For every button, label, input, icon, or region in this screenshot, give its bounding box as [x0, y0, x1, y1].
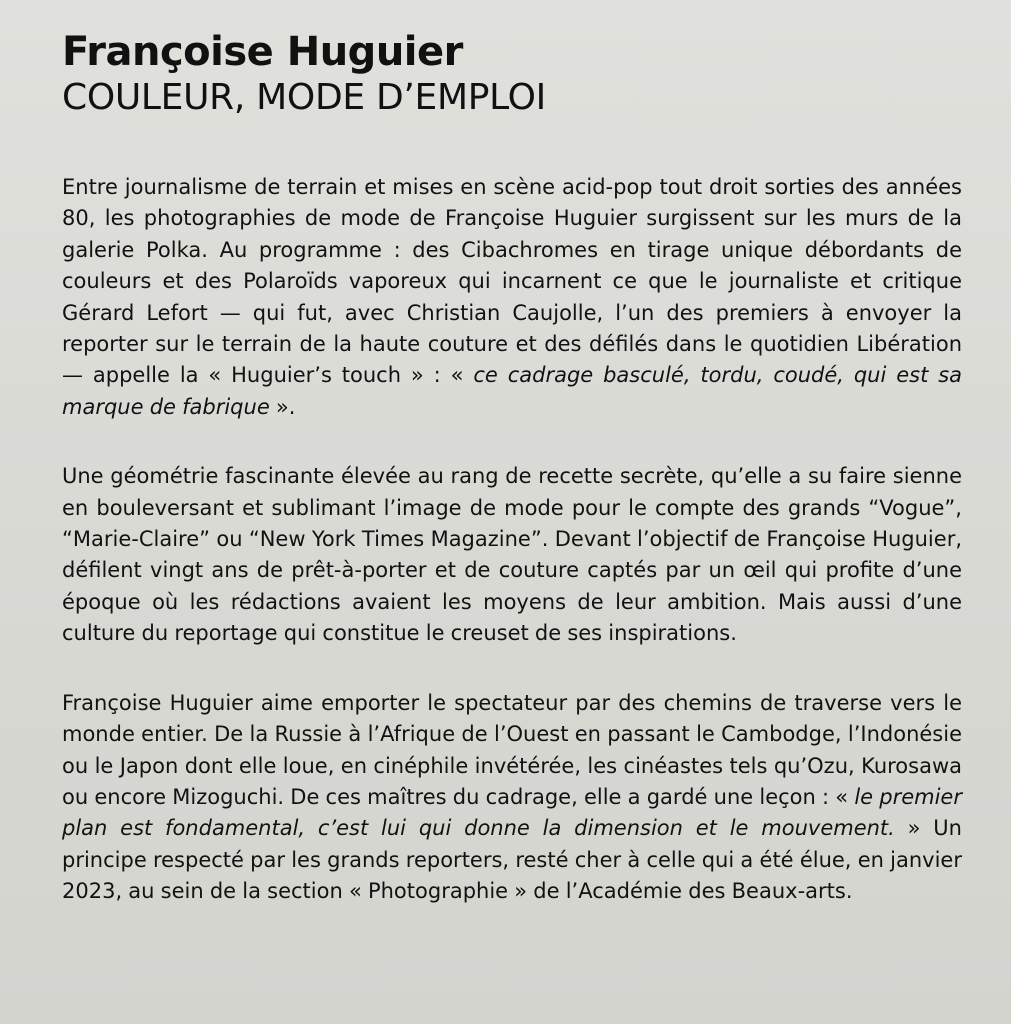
paragraph-1-quote: ce cadrage basculé, tordu, coudé, qui est sa marque de fabrique — [62, 363, 962, 419]
exhibition-title: COULEUR, MODE D’EMPLOI — [62, 77, 546, 118]
artist-name: Françoise Huguier — [62, 29, 463, 75]
panel-text — [62, 172, 962, 908]
paragraph-1-text: Entre journalisme de terrain et mises en scène acid-pop tout droit sorties des années 80, les photographies de mode de Françoise Huguier surgissent sur les murs de la galerie Polka. Au programme : des Cibachromes en tirage unique débordants de couleurs et des Polaroïds vaporeux qui incarnent ce que le journaliste et critique Gérard Lefort — qui fut, avec Christian Caujolle, l’un des premiers à envoyer la reporter sur le terrain de la haute couture et des défilés dans le quotidien Libération — appelle la « Huguier’s touch » : « — [62, 175, 962, 388]
paragraph-3-text: Françoise Huguier aime emporter le spectateur par des chemins de traverse vers le monde entier. De la Russie à l’Afrique de l’Ouest en passant le Cambodge, l’Indonésie ou le Japon dont elle loue, en cinéphile invétérée, les cinéastes tels qu’Ozu, Kurosawa ou encore Mizoguchi. De ces maîtres du cadrage, elle a gardé une leçon : « — [62, 690, 962, 809]
paragraph-1-end: ». — [269, 394, 296, 419]
paragraph-3 — [62, 688, 962, 908]
paragraph-1 — [62, 172, 962, 423]
paragraph-2: Une géométrie fascinante élevée au rang de recette secrète, qu’elle a su faire sienne en bouleversant et sublimant l’image de mode pour le compte des grands “Vogue”, “Marie-Claire” ou “New York Times Magazine”. Devant l’objectif de Françoise Huguier, défilent vingt ans de prêt-à-porter et de couture captés par un œil qui profite d’une époque où les rédactions avaient les moyens de leur ambition. Mais aussi d’une culture du reportage qui constitue le creuset de ses inspirations. — [62, 464, 962, 646]
paragraph-3-end: » Un principe respecté par les grands reporters, resté cher à celle qui a été élue, en janvier 2023, au sein de la section « Photographie » de l’Académie des Beaux-arts. — [62, 816, 962, 904]
paragraph-3-quote: le premier plan est fondamental, c’est lui qui donne la dimension et le mouvement. — [62, 784, 962, 841]
exhibition-panel — [62, 28, 962, 946]
